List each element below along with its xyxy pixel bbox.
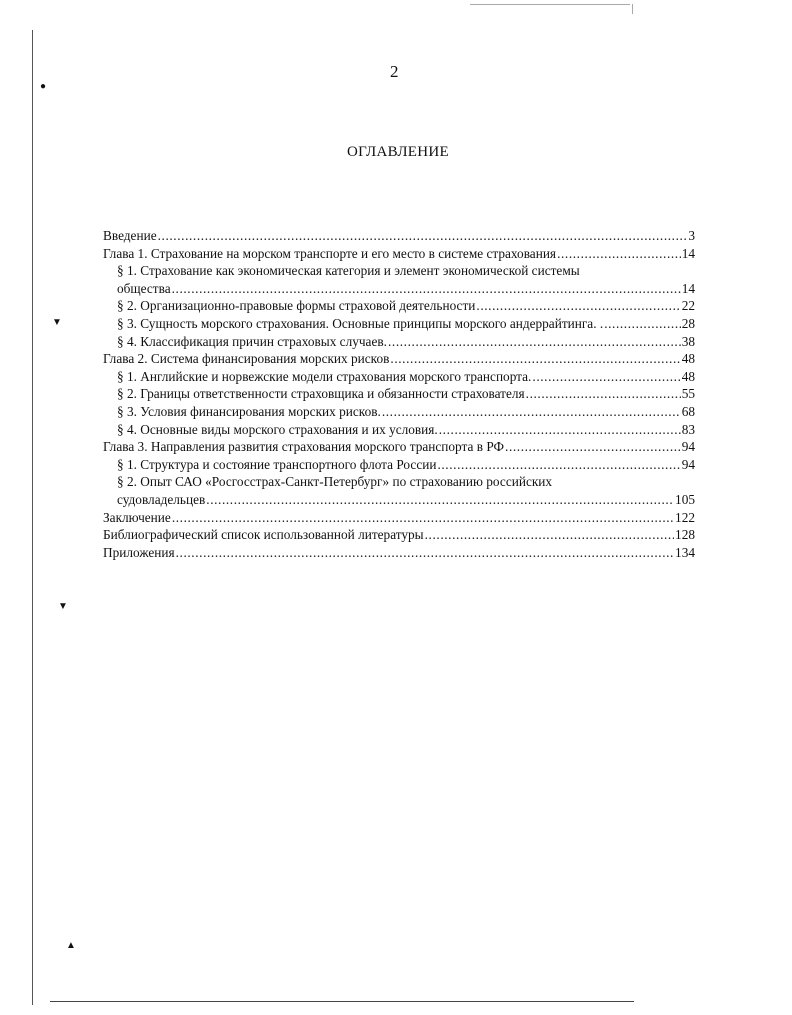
toc-entry-ch2-s2[interactable] <box>103 385 695 403</box>
toc-entry-ch1-s2[interactable] <box>103 297 695 315</box>
toc-leader-dots <box>604 315 681 333</box>
toc-entry-text: § 2. Границы ответственности страховщика и обязанности страхователя <box>117 386 525 402</box>
scan-edge-bottom <box>50 1001 634 1002</box>
toc-page-number: 22 <box>681 298 695 314</box>
toc-entry-ch1-s4[interactable] <box>103 333 695 351</box>
toc-entry-text: § 4. Основные виды морского страхования и их условия. <box>117 421 438 437</box>
toc-page-number: 28 <box>681 315 695 331</box>
toc-leader-dots <box>206 491 674 509</box>
toc-entry-text: Глава 3. Направления развития страхования морского транспорта в РФ <box>103 439 505 455</box>
binding-hole-mark-icon: ▲ <box>66 940 76 951</box>
toc-entry-conclusion[interactable] <box>103 509 695 527</box>
toc-page-number: 105 <box>675 491 695 507</box>
toc-leader-dots <box>382 403 681 421</box>
toc-leader-dots <box>526 385 681 403</box>
toc-page-number: 94 <box>681 456 695 472</box>
toc-leader-dots <box>172 509 674 527</box>
toc-leader-dots <box>476 297 680 315</box>
toc-entry-text: Заключение <box>103 509 171 525</box>
toc-leader-dots <box>158 227 688 245</box>
toc-leader-dots <box>390 350 680 368</box>
toc-entry-ch1-s3[interactable] <box>103 315 695 333</box>
toc-page-number: 83 <box>681 421 695 437</box>
toc-entry-chapter-1[interactable] <box>103 245 695 263</box>
toc-entry-ch1-s1-line2[interactable] <box>103 280 695 298</box>
toc-page-number: 14 <box>681 245 695 261</box>
toc-leader-dots <box>425 526 674 544</box>
toc-page-number: 55 <box>681 386 695 402</box>
toc-entry-bibliography[interactable] <box>103 526 695 544</box>
toc-entry-appendix[interactable] <box>103 544 695 562</box>
scan-edge-top <box>470 4 630 5</box>
toc-entry-ch2-s3[interactable] <box>103 403 695 421</box>
toc-entry-text: § 1. Английские и норвежские модели страхования морского транспорта. <box>117 368 532 384</box>
toc-leader-dots <box>532 368 680 386</box>
toc-entry-ch3-s2-line2[interactable] <box>103 491 695 509</box>
toc-entry-text: судовладельцев <box>117 491 206 507</box>
toc-entry-intro[interactable] <box>103 227 695 245</box>
toc-entry-text: Приложения <box>103 544 175 560</box>
toc-page-number: 48 <box>681 351 695 367</box>
toc-entry-text: § 1. Структура и состояние транспортного флота России <box>117 456 437 472</box>
toc-leader-dots <box>437 456 680 474</box>
toc-page-number: 134 <box>675 544 695 560</box>
toc-entry-text: Введение <box>103 228 157 243</box>
page-title: ОГЛАВЛЕНИЕ <box>347 144 449 160</box>
binding-hole-mark-icon: ▼ <box>58 601 68 612</box>
toc-page-number: 38 <box>681 333 695 349</box>
toc-page-number: 48 <box>681 368 695 384</box>
toc-page-number: 3 <box>688 228 695 243</box>
binding-hole-mark-icon: ▼ <box>52 317 62 328</box>
toc-entry-text: § 2. Организационно-правовые формы страховой деятельности <box>117 298 476 314</box>
toc-entry-text: Глава 1. Страхование на морском транспорте и его место в системе страхования <box>103 245 557 261</box>
toc-entry-chapter-3[interactable] <box>103 438 695 456</box>
toc-entry-ch1-s1-line1[interactable]: § 1. Страхование как экономическая категория и элемент экономической системы <box>117 263 580 279</box>
toc-page-number: 94 <box>681 439 695 455</box>
toc-leader-dots <box>505 438 681 456</box>
toc-entry-text: Библиографический список использованной литературы <box>103 527 424 543</box>
toc-entry-chapter-2[interactable] <box>103 350 695 368</box>
toc-leader-dots <box>176 544 674 562</box>
toc-leader-dots <box>172 280 681 298</box>
toc-entry-ch2-s4[interactable] <box>103 421 695 439</box>
toc-page-number: 68 <box>681 403 695 419</box>
toc-page-number: 128 <box>675 527 695 543</box>
toc-page-number: 122 <box>675 509 695 525</box>
toc-entry-text: общества <box>117 280 171 296</box>
toc-entry-text: § 3. Сущность морского страхования. Основные принципы морского андеррайтинга. . <box>117 315 604 331</box>
scan-edge-left <box>32 30 33 1005</box>
toc-entry-text: § 4. Классификация причин страховых случаев. <box>117 333 387 349</box>
page-number: 2 <box>390 62 399 81</box>
toc-entry-ch3-s1[interactable] <box>103 456 695 474</box>
toc-entry-text: § 3. Условия финансирования морских рисков. <box>117 403 381 419</box>
toc-entry-text: Глава 2. Система финансирования морских рисков <box>103 351 390 367</box>
table-of-contents <box>103 227 695 561</box>
toc-leader-dots <box>388 333 681 351</box>
toc-entry-ch3-s2-line1[interactable]: § 2. Опыт САО «Росгосстрах-Санкт-Петербург» по страхованию российских <box>117 474 553 490</box>
toc-leader-dots <box>557 245 681 263</box>
scan-edge-top-right <box>632 4 633 14</box>
binding-hole-mark-icon: ● <box>40 81 47 92</box>
toc-page-number: 14 <box>681 280 695 296</box>
toc-leader-dots <box>439 421 681 439</box>
toc-entry-ch2-s1[interactable] <box>103 368 695 386</box>
